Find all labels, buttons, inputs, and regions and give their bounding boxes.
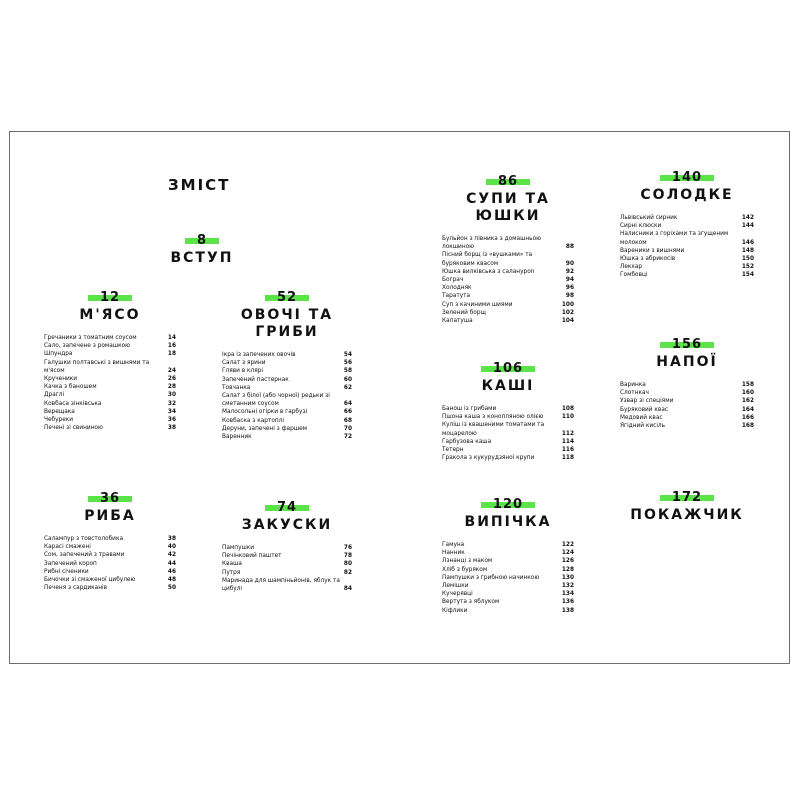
recipe-name: Рибні січеники xyxy=(44,568,89,575)
recipe-item[interactable] xyxy=(44,535,176,543)
recipe-page-number: 158 xyxy=(741,382,754,388)
recipe-name: Вертута з яблуком xyxy=(442,599,500,606)
recipe-name: Малосольні огірки в гарбузі xyxy=(222,409,308,416)
recipe-item[interactable] xyxy=(222,544,352,552)
recipe-page-number: 114 xyxy=(561,438,574,445)
recipe-item[interactable] xyxy=(222,577,352,593)
recipe-page-number: 148 xyxy=(741,247,754,254)
section-solodke xyxy=(620,166,754,280)
recipe-item[interactable] xyxy=(44,375,176,383)
recipe-page-number: 142 xyxy=(741,215,754,221)
recipe-name: Крученики xyxy=(44,376,78,383)
recipe-name: Печені зі свининою xyxy=(44,425,103,432)
recipe-name: Гарбузова каша xyxy=(442,438,492,445)
recipe-item[interactable] xyxy=(620,389,754,397)
recipe-page-number: 88 xyxy=(565,244,574,251)
recipe-item[interactable] xyxy=(222,359,352,367)
recipe-item[interactable] xyxy=(442,607,574,615)
recipe-page-number: 28 xyxy=(167,384,176,391)
recipe-item[interactable] xyxy=(442,292,574,300)
recipe-page-number: 26 xyxy=(167,376,176,383)
recipe-list xyxy=(442,541,574,615)
recipe-page-number: 66 xyxy=(343,409,352,416)
recipe-name: Кваша xyxy=(222,561,242,568)
recipe-page-number: 90 xyxy=(565,260,574,267)
recipe-page-number: 102 xyxy=(561,309,574,316)
recipe-name: Капатуша xyxy=(442,318,473,325)
recipe-item[interactable] xyxy=(44,424,176,432)
recipe-name: Карасі смажені xyxy=(44,544,91,551)
recipe-item[interactable] xyxy=(442,284,574,292)
recipe-name: Варенник xyxy=(222,434,252,441)
recipe-page-number: 94 xyxy=(565,277,574,284)
recipe-item[interactable] xyxy=(442,235,574,251)
section-pokazhchyk xyxy=(620,486,754,524)
recipe-item[interactable] xyxy=(222,560,352,568)
recipe-item[interactable] xyxy=(442,405,574,413)
recipe-page-number: 16 xyxy=(167,343,176,350)
section-title[interactable]: ПОКАЖЧИК xyxy=(630,507,744,523)
recipe-name: Варинка xyxy=(620,382,646,388)
recipe-name: Путря xyxy=(222,569,241,576)
recipe-item[interactable] xyxy=(620,247,754,255)
section-page-number[interactable]: 172 xyxy=(660,491,714,504)
recipe-item[interactable] xyxy=(44,560,176,568)
recipe-item[interactable] xyxy=(222,376,352,384)
recipe-name: Салат з білої (або чорної) редьки зі сметанним соусом xyxy=(222,393,330,408)
section-header xyxy=(222,286,352,341)
section-title[interactable]: КАШІ xyxy=(481,378,535,394)
recipe-name: Гомбовці xyxy=(620,272,648,279)
recipe-page-number: 76 xyxy=(343,545,352,551)
recipe-page-number: 168 xyxy=(741,423,754,430)
recipe-item[interactable] xyxy=(222,392,352,408)
recipe-item[interactable] xyxy=(620,214,754,222)
recipe-name: Запечений пастернак xyxy=(222,376,289,383)
recipe-item[interactable] xyxy=(44,391,176,399)
section-ryba xyxy=(44,487,176,592)
section-title[interactable]: ЗАКУСКИ xyxy=(241,517,333,533)
section-page-number[interactable]: 86 xyxy=(486,175,530,188)
section-title[interactable]: ОВОЧІ ТА ГРИБИ xyxy=(240,307,334,340)
recipe-item[interactable] xyxy=(442,317,574,325)
section-title[interactable]: М'ЯСО xyxy=(79,307,141,323)
recipe-name: Банош із грибами xyxy=(442,406,497,412)
recipe-name: Юшка з абрикосів xyxy=(620,256,676,263)
recipe-item[interactable] xyxy=(44,408,176,416)
recipe-name: Кучерявці xyxy=(442,591,473,598)
recipe-name: Пампушки з грибною начинкою xyxy=(442,574,540,581)
recipe-page-number: 82 xyxy=(343,569,352,576)
recipe-name: Печеня з сардиканів xyxy=(44,585,108,592)
recipe-page-number: 72 xyxy=(343,434,352,441)
section-title[interactable]: ВСТУП xyxy=(170,250,234,266)
recipe-item[interactable] xyxy=(442,549,574,557)
section-title[interactable]: РИБА xyxy=(84,508,136,524)
recipe-item[interactable] xyxy=(44,342,176,350)
recipe-item[interactable] xyxy=(442,251,574,267)
recipe-page-number: 162 xyxy=(741,398,754,405)
recipe-page-number: 100 xyxy=(561,301,574,308)
section-header xyxy=(620,166,754,204)
recipe-name: Пшона каша з конопляною олією xyxy=(442,414,544,421)
recipe-name: Бичочки зі смаженої цибулею xyxy=(44,577,136,584)
recipe-page-number: 46 xyxy=(167,568,176,575)
section-title[interactable]: НАПОЇ xyxy=(656,354,718,370)
recipe-item[interactable] xyxy=(442,268,574,276)
recipe-item[interactable] xyxy=(44,350,176,358)
recipe-name: Товчанка xyxy=(222,384,251,391)
recipe-item[interactable] xyxy=(442,541,574,549)
recipe-page-number: 128 xyxy=(561,566,574,573)
recipe-page-number: 60 xyxy=(343,376,352,383)
recipe-list xyxy=(620,381,754,430)
recipe-item[interactable] xyxy=(44,584,176,592)
recipe-item[interactable] xyxy=(442,598,574,606)
recipe-list xyxy=(44,334,176,432)
recipe-item[interactable] xyxy=(44,383,176,391)
recipe-item[interactable] xyxy=(620,422,754,430)
recipe-item[interactable] xyxy=(442,438,574,446)
recipe-name: Сирні клюски xyxy=(620,223,662,230)
recipe-name: Нанник xyxy=(442,550,465,557)
section-vypichka xyxy=(442,493,574,615)
recipe-name: Пісний борщ із «вушками» та буряковим квасом xyxy=(442,252,533,267)
section-header xyxy=(44,286,176,324)
recipe-name: Маринада для шампіньйонів, яблук та цибулі xyxy=(222,577,340,593)
section-page-number[interactable]: 8 xyxy=(185,234,219,247)
recipe-name: Налисники з горіхами та згущеним молоком xyxy=(620,231,729,246)
recipe-page-number: 116 xyxy=(561,447,574,454)
recipe-page-number: 50 xyxy=(167,585,176,592)
recipe-item[interactable] xyxy=(44,568,176,576)
section-header xyxy=(442,170,574,225)
recipe-name: Драглі xyxy=(44,392,65,399)
recipe-page-number: 124 xyxy=(561,550,574,557)
recipe-page-number: 58 xyxy=(343,368,352,375)
recipe-item[interactable] xyxy=(442,301,574,309)
recipe-page-number: 112 xyxy=(561,430,574,437)
recipe-page-number: 30 xyxy=(167,392,176,399)
recipe-page-number: 134 xyxy=(561,591,574,598)
recipe-page-number: 154 xyxy=(741,272,754,279)
section-supy xyxy=(442,170,574,325)
section-title[interactable]: СУПИ ТА ЮШКИ xyxy=(466,191,550,224)
section-header xyxy=(620,486,754,524)
section-page-number[interactable]: 12 xyxy=(88,291,132,304)
recipe-name: Чебуреки xyxy=(44,417,74,424)
recipe-item[interactable] xyxy=(222,569,352,577)
recipe-name: Сало, запечене з ромашкою xyxy=(44,343,131,350)
recipe-page-number: 138 xyxy=(561,607,574,614)
recipe-name: Верещака xyxy=(44,408,75,415)
recipe-item[interactable] xyxy=(620,414,754,422)
recipe-page-number: 48 xyxy=(167,577,176,584)
recipe-item[interactable] xyxy=(442,309,574,317)
recipe-item[interactable] xyxy=(44,400,176,408)
recipe-item[interactable] xyxy=(620,222,754,230)
section-page-number[interactable]: 156 xyxy=(660,338,714,351)
recipe-page-number: 18 xyxy=(167,351,176,358)
section-napoi xyxy=(620,333,754,430)
section-title[interactable]: ВИПІЧКА xyxy=(464,514,552,530)
recipe-name: Салат з ярини xyxy=(222,360,266,367)
recipe-item[interactable] xyxy=(620,263,754,271)
recipe-page-number: 32 xyxy=(167,400,176,407)
recipe-page-number: 40 xyxy=(167,544,176,551)
recipe-page-number: 92 xyxy=(565,268,574,275)
recipe-page-number: 160 xyxy=(741,390,754,397)
recipe-item[interactable] xyxy=(222,384,352,392)
section-header xyxy=(620,333,754,371)
recipe-item[interactable] xyxy=(222,351,352,359)
recipe-page-number: 104 xyxy=(561,318,574,325)
recipe-name: Бульйон з півника з домашньою локшиною xyxy=(442,236,542,251)
recipe-name: Суп з качиними шиями xyxy=(442,301,513,308)
recipe-name: Ковбаса зінківська xyxy=(44,400,102,407)
recipe-page-number: 80 xyxy=(343,561,352,568)
recipe-item[interactable] xyxy=(44,576,176,584)
section-header xyxy=(160,229,244,267)
section-page-number[interactable]: 106 xyxy=(481,362,535,375)
recipe-name: Лекхар xyxy=(620,264,643,271)
recipe-name: Холодняк xyxy=(442,285,472,292)
recipe-page-number: 62 xyxy=(343,384,352,391)
recipe-item[interactable] xyxy=(620,397,754,405)
recipe-name: Пампушки xyxy=(222,545,255,551)
recipe-list xyxy=(222,544,352,593)
recipe-item[interactable] xyxy=(620,271,754,279)
recipe-name: Гракола з кукурудзяної крупи xyxy=(442,455,535,462)
recipe-name: Лзнанці з маком xyxy=(442,558,493,565)
section-ovochi xyxy=(222,286,352,441)
recipe-name: Ягідний кисіль xyxy=(620,423,666,430)
recipe-list xyxy=(620,214,754,280)
recipe-page-number: 64 xyxy=(343,401,352,408)
recipe-page-number: 68 xyxy=(343,417,352,424)
section-page-number[interactable]: 120 xyxy=(481,498,535,511)
recipe-name: Гамуна xyxy=(442,542,465,548)
recipe-page-number: 14 xyxy=(167,335,176,341)
recipe-page-number: 96 xyxy=(565,285,574,292)
recipe-item[interactable] xyxy=(620,406,754,414)
recipe-name: Сом, запечений з травами xyxy=(44,552,125,559)
recipe-page-number: 56 xyxy=(343,360,352,367)
recipe-name: Деруни, запечені з фаршем xyxy=(222,425,308,432)
recipe-page-number: 36 xyxy=(167,417,176,424)
recipe-item[interactable] xyxy=(442,590,574,598)
recipe-page-number: 132 xyxy=(561,583,574,590)
recipe-item[interactable] xyxy=(44,551,176,559)
recipe-name: Ковбаска з картоплі xyxy=(222,417,284,424)
recipe-name: Салампур з товстолобика xyxy=(44,536,123,542)
recipe-page-number: 152 xyxy=(741,264,754,271)
recipe-item[interactable] xyxy=(44,416,176,424)
recipe-item[interactable] xyxy=(442,557,574,565)
section-zakusky xyxy=(222,496,352,593)
recipe-name: Буряковий квас xyxy=(620,406,669,413)
section-header xyxy=(442,357,574,395)
recipe-item[interactable] xyxy=(222,408,352,416)
recipe-page-number: 144 xyxy=(741,223,754,230)
recipe-page-number: 150 xyxy=(741,256,754,263)
recipe-page-number: 118 xyxy=(561,455,574,462)
recipe-item[interactable] xyxy=(222,552,352,560)
recipe-name: Зелений борщ xyxy=(442,309,486,316)
recipe-item[interactable] xyxy=(442,276,574,284)
section-page-number[interactable]: 74 xyxy=(265,501,309,514)
recipe-name: Кіфлики xyxy=(442,607,468,614)
section-miaso xyxy=(44,286,176,432)
recipe-name: Куліш із квашеними томатами та моцарелою xyxy=(442,422,545,437)
section-header xyxy=(44,487,176,525)
recipe-item[interactable] xyxy=(442,574,574,582)
toc-title: ЗМІСТ xyxy=(168,176,231,194)
recipe-page-number: 110 xyxy=(561,414,574,421)
recipe-name: Таратута xyxy=(442,293,471,300)
recipe-item[interactable] xyxy=(44,359,176,375)
recipe-name: Гречаники з томатним соусом xyxy=(44,335,137,341)
recipe-page-number: 78 xyxy=(343,553,352,560)
recipe-page-number: 130 xyxy=(561,574,574,581)
recipe-page-number: 42 xyxy=(167,552,176,559)
recipe-name: Качка з баношем xyxy=(44,384,97,391)
recipe-name: Шпундра xyxy=(44,351,73,358)
recipe-page-number: 164 xyxy=(741,406,754,413)
recipe-name: Запечений короп xyxy=(44,560,97,567)
section-page-number[interactable]: 140 xyxy=(660,171,714,184)
recipe-list xyxy=(442,235,574,325)
recipe-page-number: 136 xyxy=(561,599,574,606)
recipe-page-number: 54 xyxy=(343,352,352,358)
recipe-page-number: 24 xyxy=(167,367,176,374)
recipe-page-number: 84 xyxy=(343,586,352,593)
recipe-item[interactable] xyxy=(620,255,754,263)
recipe-page-number: 98 xyxy=(565,293,574,300)
recipe-item[interactable] xyxy=(442,454,574,462)
recipe-page-number: 38 xyxy=(167,536,176,542)
section-header xyxy=(442,493,574,531)
recipe-list xyxy=(44,535,176,592)
recipe-page-number: 126 xyxy=(561,558,574,565)
recipe-name: Галушки полтавські з вишнями та м'ясом xyxy=(44,359,150,374)
recipe-item[interactable] xyxy=(44,543,176,551)
recipe-name: Хліб з буряком xyxy=(442,566,488,573)
recipe-item[interactable] xyxy=(442,446,574,454)
recipe-item[interactable] xyxy=(620,381,754,389)
recipe-page-number: 122 xyxy=(561,542,574,548)
recipe-page-number: 34 xyxy=(167,408,176,415)
recipe-item[interactable] xyxy=(44,334,176,342)
recipe-item[interactable] xyxy=(620,230,754,246)
recipe-page-number: 108 xyxy=(561,406,574,412)
recipe-name: Львівський сирник xyxy=(620,215,678,221)
recipe-list xyxy=(222,351,352,441)
recipe-list xyxy=(442,405,574,462)
recipe-page-number: 44 xyxy=(167,560,176,567)
recipe-item[interactable] xyxy=(442,421,574,437)
recipe-page-number: 70 xyxy=(343,425,352,432)
recipe-name: Печінковий паштет xyxy=(222,553,282,560)
recipe-item[interactable] xyxy=(442,566,574,574)
recipe-name: Медовий квас xyxy=(620,414,663,421)
recipe-name: Лемішки xyxy=(442,583,469,590)
recipe-page-number: 166 xyxy=(741,414,754,421)
section-vstup xyxy=(160,229,244,267)
recipe-name: Бограч xyxy=(442,277,464,284)
section-page-number[interactable]: 52 xyxy=(265,291,309,304)
recipe-page-number: 38 xyxy=(167,425,176,432)
section-title[interactable]: СОЛОДКЕ xyxy=(640,187,734,203)
recipe-item[interactable] xyxy=(222,367,352,375)
section-page-number[interactable]: 36 xyxy=(88,492,132,505)
recipe-name: Узвар зі спеціями xyxy=(620,398,674,405)
recipe-item[interactable] xyxy=(442,582,574,590)
recipe-name: Ікра із запечених овочів xyxy=(222,352,296,358)
recipe-item[interactable] xyxy=(442,413,574,421)
recipe-name: Тетерн xyxy=(442,447,464,454)
recipe-name: Юшка вилківська з салануроn xyxy=(442,268,535,275)
recipe-name: Гляви в клярі xyxy=(222,368,263,375)
recipe-item[interactable] xyxy=(222,417,352,425)
section-header xyxy=(222,496,352,534)
section-kashi xyxy=(442,357,574,462)
recipe-name: Слотнкач xyxy=(620,390,649,397)
recipe-item[interactable] xyxy=(222,425,352,433)
recipe-page-number: 146 xyxy=(741,239,754,246)
recipe-item[interactable] xyxy=(222,433,352,441)
recipe-name: Вареники з вишнями xyxy=(620,247,685,254)
